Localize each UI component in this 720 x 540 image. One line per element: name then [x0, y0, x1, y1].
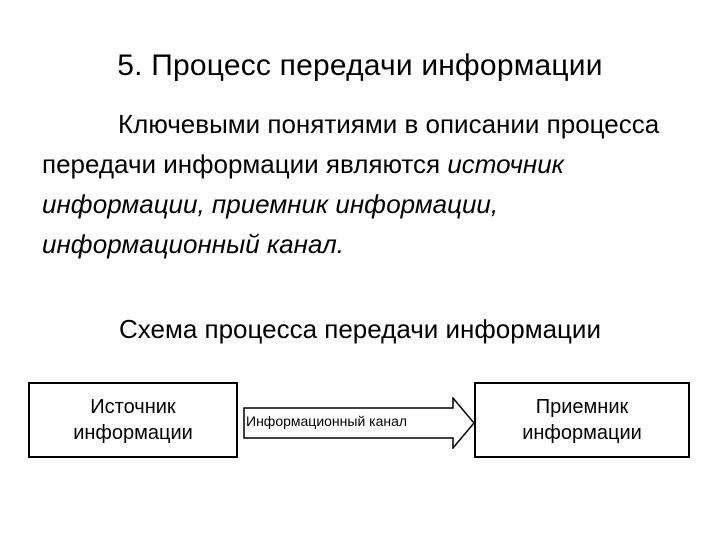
slide-title: 5. Процесс передачи информации	[117, 49, 603, 82]
paragraph-intro-text: Ключевыми понятиями в описании процесса передачи информации являются	[42, 109, 660, 179]
intro-paragraph	[42, 104, 692, 264]
receiver-label: Приемник информации	[522, 396, 642, 444]
paragraph-emphasis-text: источник информации, приемник информации, информационный канал.	[42, 149, 564, 259]
channel-label: Информационный канал	[246, 413, 408, 429]
receiver-box	[474, 382, 690, 458]
scheme-title: Схема процесса передачи информации	[119, 314, 601, 344]
source-box	[28, 382, 238, 458]
source-label: Источник информации	[73, 396, 193, 444]
